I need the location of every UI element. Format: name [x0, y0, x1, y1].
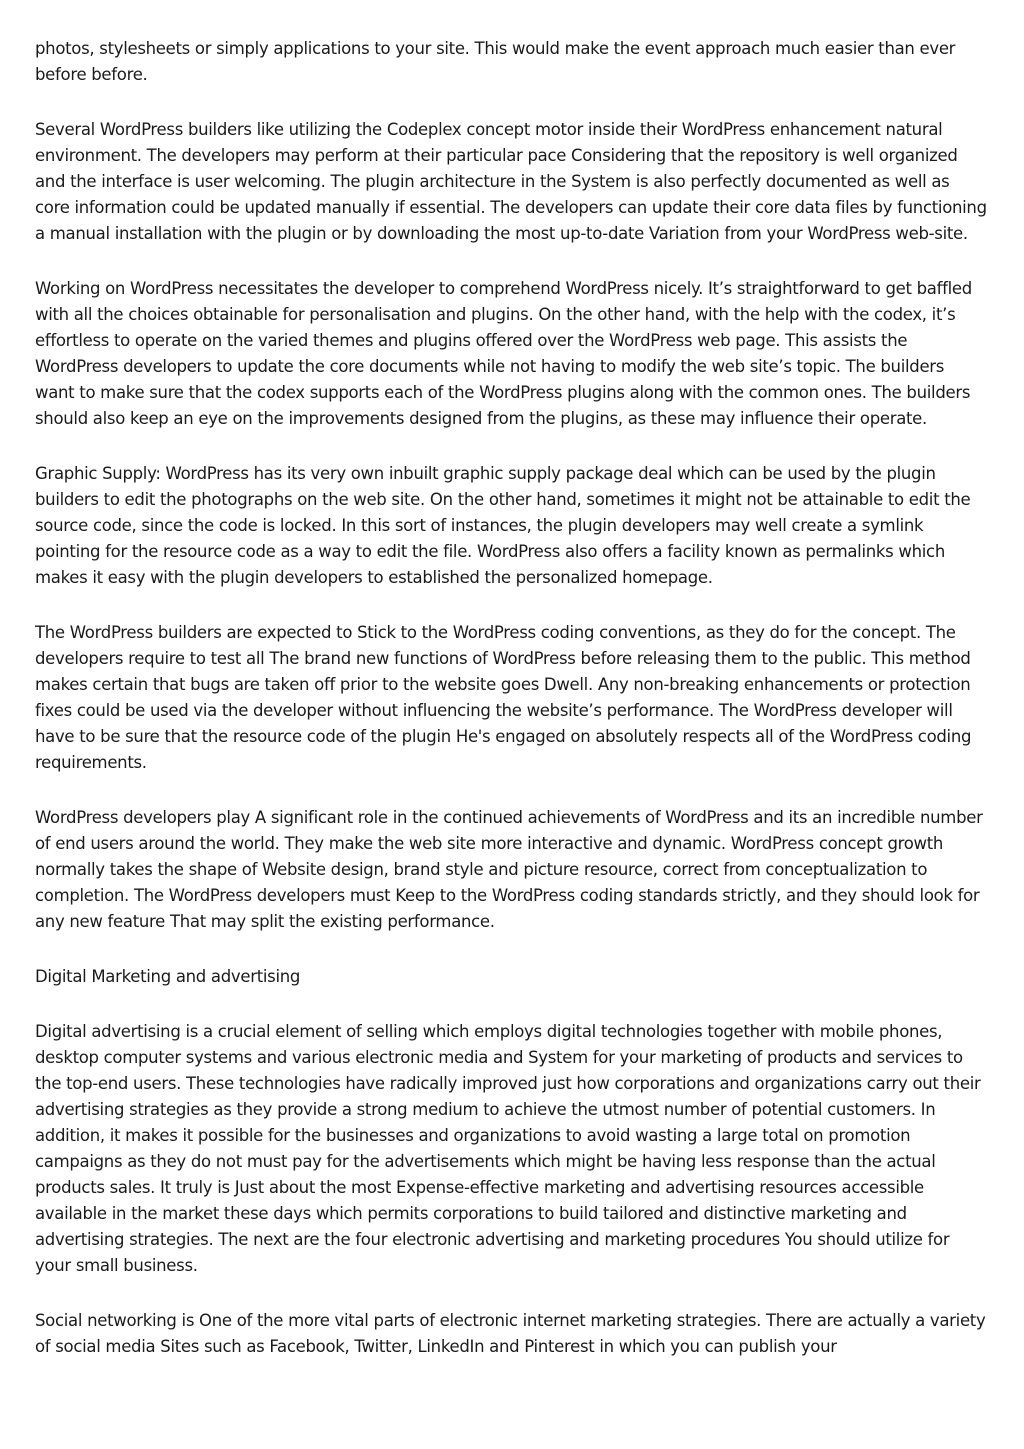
paragraph-codeplex: Several WordPress builders like utilizing the Codeplex concept motor inside their WordPress enhancement natural environment. The developers may perform at their particular pace Considering that the repository is well organized and the interface is user welcoming. The plugin architecture in the System is also perfectly documented as well as core information could be updated manually if essential. The developers can update their core data files by functioning a manual installation with the plugin or by downloading the most up-to-date Variation from your WordPress web-site.: [35, 120, 987, 243]
paragraph-coding-conventions: The WordPress builders are expected to Stick to the WordPress coding conventions, as they do for the concept. The developers require to test all The brand new functions of WordPress before releasing them to the public. This method makes certain that bugs are taken off prior to the website goes Dwell. Any non-breaking enhancements or protection fixes could be used via the developer without influencing the website’s performance. The WordPress developer will have to be sure that the resource code of the plugin He's engaged on absolutely respects all of the WordPress coding requirements.: [35, 623, 972, 772]
paragraph-developers-role: WordPress developers play A significant role in the continued achievements of WordPress and its an incredible number of end users around the world. They make the web site more interactive and dynamic. WordPress concept growth normally takes the shape of Website design, brand style and picture resource, correct from conceptualization to completion. The WordPress developers must Keep to the WordPress coding standards strictly, and they should look for any new feature That may split the existing performance.: [35, 808, 983, 931]
paragraph-digital-advertising: Digital advertising is a crucial element of selling which employs digital technologies together with mobile phones, desktop computer systems and various electronic media and System for your marketing of products and services to the top-end users. These technologies have radically improved just how corporations and organizations carry out their advertising strategies as they provide a strong medium to achieve the utmost number of potential customers. In addition, it makes it possible for the businesses and organizations to avoid wasting a large total on promotion campaigns as they do not must pay for the advertisements which might be having less response than the actual products sales. It truly is Just about the most Expense-effective marketing and advertising resources accessible available in the market these days which permits corporations to build tailored and distinctive marketing and advertising strategies. The next are the four electronic advertising and marketing procedures You should utilize for your small business.: [35, 1022, 981, 1275]
paragraph-intro-continuation: photos, stylesheets or simply applications to your site. This would make the event approach much easier than ever before before.: [35, 39, 956, 84]
paragraph-graphic-supply: Graphic Supply: WordPress has its very own inbuilt graphic supply package deal which can be used by the plugin builders to edit the photographs on the web site. On the other hand, sometimes it might not be attainable to edit the source code, since the code is locked. In this sort of instances, the plugin developers may well create a symlink pointing for the resource code as a way to edit the file. WordPress also offers a facility known as permalinks which makes it easy with the plugin developers to established the personalized homepage.: [35, 464, 971, 587]
paragraph-social-networking: Social networking is One of the more vital parts of electronic internet marketing strategies. There are actually a variety of social media Sites such as Facebook, Twitter, LinkedIn and Pinterest in which you can publish your: [35, 1311, 986, 1356]
paragraph-working-on-wordpress: Working on WordPress necessitates the developer to comprehend WordPress nicely. It’s straightforward to get baffled with all the choices obtainable for personalisation and plugins. On the other hand, with the help with the codex, it’s effortless to operate on the varied themes and plugins offered over the WordPress web page. This assists the WordPress developers to update the core documents while not having to modify the web site’s topic. The builders want to make sure that the codex supports each of the WordPress plugins along with the common ones. The builders should also keep an eye on the improvements designed from the plugins, as these may influence their operate.: [35, 279, 972, 428]
section-heading-digital-marketing: Digital Marketing and advertising: [35, 967, 301, 986]
